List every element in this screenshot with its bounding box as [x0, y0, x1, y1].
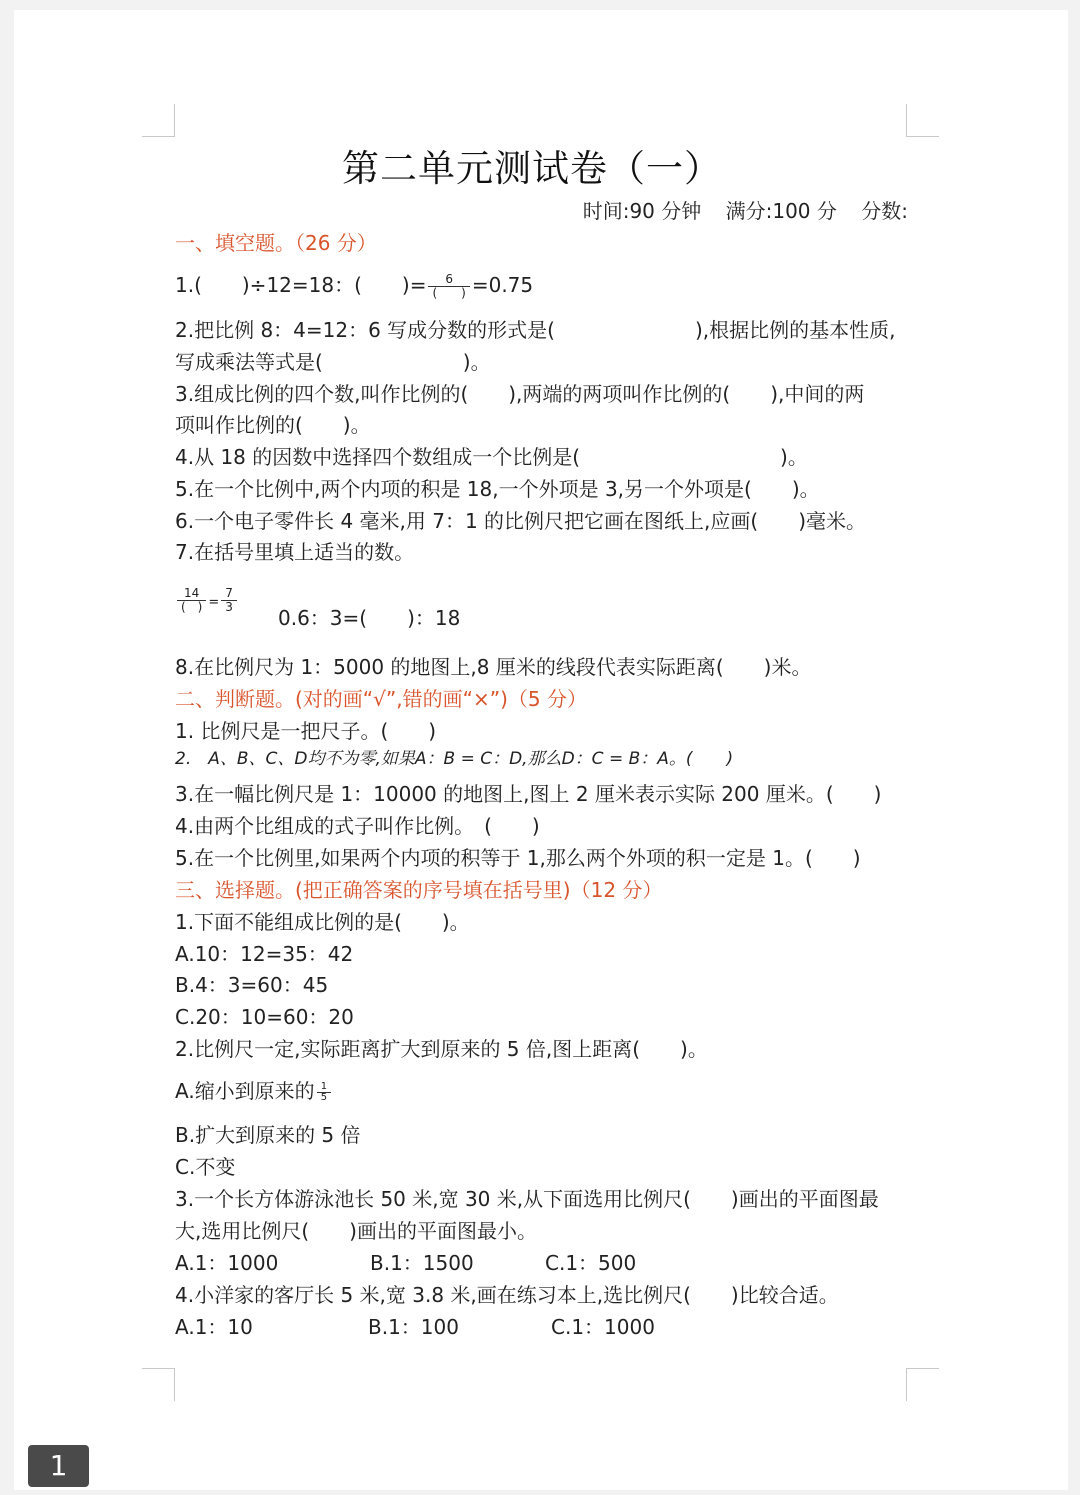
- s2-question-1: 1. 比例尺是一把尺子。( ): [175, 719, 437, 743]
- s3-question-4: 4.小洋家的客厅长 5 米,宽 3.8 米,画在练习本上,选比例尺( )比较合适。: [175, 1283, 839, 1307]
- s3-q1-option-b: B.4：3=60：45: [175, 973, 329, 997]
- s1-q7-fraction-equation: [175, 586, 239, 616]
- s1-question-2b: 写成乘法等式是( )。: [175, 350, 491, 374]
- s3-q1-option-a: A.10：12=35：42: [175, 942, 354, 966]
- s3-question-3b: 大,选用比例尺( )画出的平面图最小。: [175, 1219, 537, 1243]
- s1-q7-fraction-1: [177, 587, 206, 614]
- s2-question-4: 4.由两个比组成的式子叫作比例。 ( ): [175, 814, 540, 838]
- s1-question-7: 7.在括号里填上适当的数。: [175, 540, 415, 564]
- s3-question-1: 1.下面不能组成比例的是( )。: [175, 910, 470, 934]
- exam-full-score: 满分:100 分: [725, 199, 837, 223]
- s1-question-3a: 3.组成比例的四个数,叫作比例的( ),两端的两项叫作比例的( ),中间的两: [175, 382, 865, 406]
- s1-q7-f1-den: ( ): [181, 600, 203, 614]
- s1-question-5: 5.在一个比例中,两个内项的积是 18,一个外项是 3,另一个外项是( )。: [175, 477, 820, 501]
- page-number-badge[interactable]: 1: [28, 1445, 89, 1487]
- s1-question-2a: 2.把比例 8：4=12：6 写成分数的形式是( ),根据比例的基本性质,: [175, 318, 896, 342]
- s1-q7-f1-num: 14: [177, 587, 206, 601]
- s1-q7-fraction-2: [221, 587, 237, 614]
- s3-q4-option-c: C.1：1000: [551, 1315, 655, 1339]
- s1-question-4: 4.从 18 的因数中选择四个数组成一个比例是( )。: [175, 445, 808, 469]
- s3-q2-fraction: [317, 1082, 331, 1103]
- s3-question-3a: 3.一个长方体游泳池长 50 米,宽 30 米,从下面选用比例尺( )画出的平面图最: [175, 1187, 879, 1211]
- s3-q2-option-a-text: A.缩小到原来的: [175, 1079, 315, 1103]
- s3-question-2: 2.比例尺一定,实际距离扩大到原来的 5 倍,图上距离( )。: [175, 1037, 708, 1061]
- s1-question-1: [175, 272, 533, 300]
- s1-q7-equals: =: [208, 595, 220, 610]
- s1-q1-fraction: [428, 273, 469, 300]
- s3-q2-fraction-den: 5: [320, 1092, 328, 1103]
- s3-q2-option-a: [175, 1078, 333, 1104]
- s3-q4-option-b: B.1：100: [368, 1315, 459, 1339]
- crop-mark-top-left: [142, 104, 175, 137]
- exam-time: 时间:90 分钟: [582, 199, 702, 223]
- s3-q2-option-b: B.扩大到原来的 5 倍: [175, 1123, 361, 1147]
- crop-mark-top-right: [906, 104, 939, 137]
- crop-mark-bottom-left: [142, 1368, 175, 1401]
- s1-question-6: 6.一个电子零件长 4 毫米,用 7：1 的比例尺把它画在图纸上,应画( )毫米。: [175, 509, 867, 533]
- section-3-header: 三、选择题。(把正确答案的序号填在括号里)（12 分）: [175, 878, 663, 902]
- s1-q1-right: =0.75: [471, 273, 534, 297]
- s3-q2-fraction-num: 1: [317, 1082, 331, 1093]
- s1-q7-f2-den: 3: [225, 600, 233, 614]
- s2-question-5: 5.在一个比例里,如果两个内项的积等于 1,那么两个外项的积一定是 1。( ): [175, 846, 861, 870]
- crop-mark-bottom-right: [906, 1368, 939, 1401]
- exam-score: 分数:: [861, 199, 908, 223]
- s3-q2-option-c: C.不变: [175, 1155, 236, 1179]
- s1-q1-left: 1.( )÷12=18：( )=: [175, 273, 427, 297]
- s1-question-8: 8.在比例尺为 1：5000 的地图上,8 厘米的线段代表实际距离( )米。: [175, 655, 812, 679]
- s3-q1-option-c: C.20：10=60：20: [175, 1005, 354, 1029]
- s3-q3-option-a: A.1：1000: [175, 1251, 279, 1275]
- page-title: 第二单元测试卷（一）: [342, 147, 722, 190]
- s2-question-2: 2. A、B、C、D均不为零,如果A：B = C：D,那么D：C = B：A。( ): [175, 749, 734, 769]
- s1-q1-fraction-den: ( ): [432, 286, 466, 300]
- exam-meta: [565, 198, 908, 224]
- s1-q1-fraction-num: 6: [428, 273, 469, 287]
- section-1-header: 一、填空题。（26 分）: [175, 231, 377, 255]
- s2-question-3: 3.在一幅比例尺是 1：10000 的地图上,图上 2 厘米表示实际 200 厘米。( ): [175, 782, 882, 806]
- s3-q4-option-a: A.1：10: [175, 1315, 253, 1339]
- s1-q7-ratio: 0.6：3=( )：18: [278, 606, 461, 630]
- section-2-header: 二、判断题。(对的画“√”,错的画“×”)（5 分）: [175, 687, 587, 711]
- s3-q3-option-c: C.1：500: [545, 1251, 637, 1275]
- s3-q3-option-b: B.1：1500: [370, 1251, 474, 1275]
- s1-q7-f2-num: 7: [221, 587, 237, 601]
- s1-question-3b: 项叫作比例的( )。: [175, 413, 371, 437]
